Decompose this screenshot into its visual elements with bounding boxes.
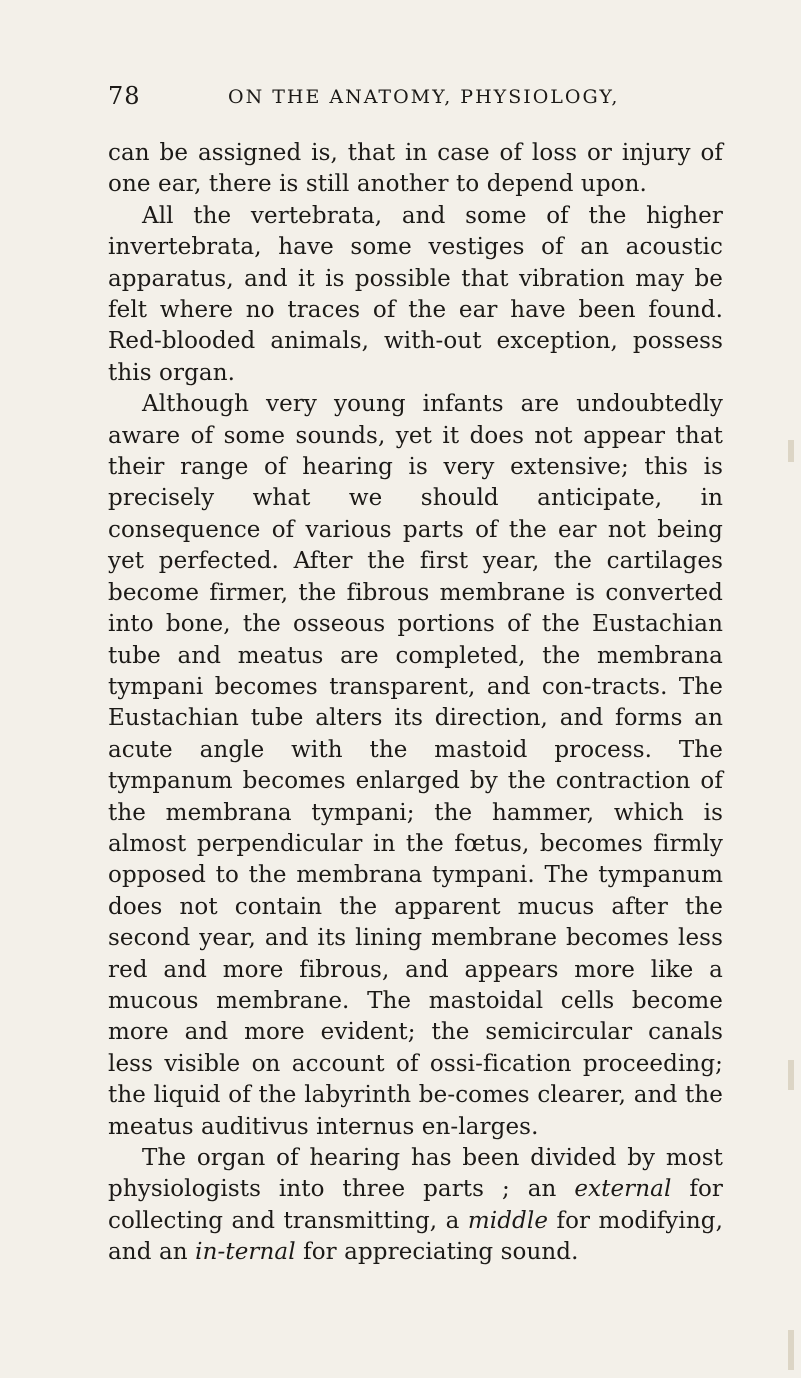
page-header bbox=[108, 82, 723, 122]
text-run: The organ of hearing has been divided by most physiologists into three parts ; an bbox=[108, 1145, 723, 1203]
paragraph-continuation: can be assigned is, that in case of loss or injury of one ear, there is still another to depend upon. bbox=[108, 140, 723, 198]
body-text bbox=[108, 138, 723, 1269]
italic-term-middle: middle bbox=[467, 1207, 549, 1234]
page-edge-mark bbox=[788, 440, 794, 462]
paragraph-infants: Although very young infants are undoubtedly aware of some sounds, yet it does not appear that their range of hearing is very extensive; this is precisely what we should anticipate, in consequence of various parts of the ear not being yet perfected. After the first year, the cartilages become firmer, the fibrous membrane is converted into bone, the osseous portions of the Eustachian tube and meatus are completed, the membrana tympani becomes transparent, and con-tracts. The Eustachian tube alters its direction, and forms an acute angle with the mastoid process. The tympanum becomes enlarged by the contraction of the membrana tympani; the hammer, which is almost perpendicular in the fœtus, becomes firmly opposed to the membrana tympani. The tympanum does not contain the apparent mucus after the second year, and its lining membrane becomes less red and more fibrous, and appears more like a mucous membrane. The mastoidal cells become more and more evident; the semicircular canals less visible on account of ossi-fication proceeding; the liquid of the labyrinth be-comes clearer, and the meatus auditivus internus en-larges. bbox=[108, 391, 723, 1140]
italic-term-external: external bbox=[574, 1176, 672, 1203]
text-run: for collecting and transmitting, a bbox=[108, 1176, 723, 1234]
text-run: for appreciating sound. bbox=[295, 1239, 579, 1266]
italic-term-internal: in-ternal bbox=[195, 1239, 296, 1266]
page-edge-mark bbox=[788, 1060, 794, 1090]
paragraph-organ-of-hearing bbox=[108, 1143, 723, 1269]
page-edge-mark bbox=[788, 1330, 794, 1370]
running-head: ON THE ANATOMY, PHYSIOLOGY, bbox=[228, 86, 620, 108]
page-number: 78 bbox=[108, 82, 141, 110]
text-run: for modifying, and an bbox=[108, 1207, 723, 1266]
paragraph-vertebrata: All the vertebrata, and some of the higher invertebrata, have some vestiges of an acoustic apparatus, and it is possible that vibration may be felt where no traces of the ear have been found. Red-blooded animals, with-out exception, possess this organ. bbox=[108, 202, 723, 386]
